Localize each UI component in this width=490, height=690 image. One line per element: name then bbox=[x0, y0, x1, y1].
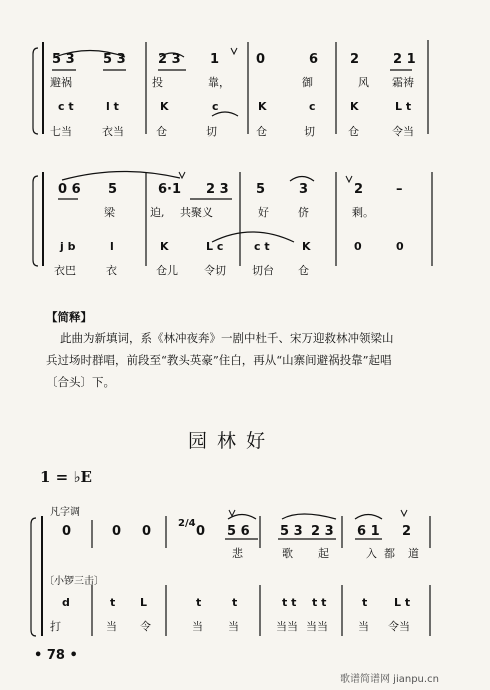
melody-note: 3 bbox=[299, 182, 309, 197]
lyric: 侪 bbox=[298, 206, 309, 219]
percussion-syllable: 切 bbox=[206, 125, 217, 138]
lyric: 梁 bbox=[104, 206, 115, 219]
melody-note: 2 bbox=[354, 182, 364, 197]
melody-note: 1 bbox=[210, 52, 220, 67]
melody-note: 5 3 bbox=[52, 52, 75, 67]
percussion-syllable: 当 bbox=[358, 620, 369, 633]
percussion-syllable: 令切 bbox=[204, 264, 226, 277]
percussion-note: j b bbox=[60, 240, 76, 253]
note-line: 此曲为新填词，系《林冲夜奔》一剧中杜千、宋万迎救林冲领梁山 bbox=[60, 331, 394, 345]
note-line: 〔合头〕下。 bbox=[46, 375, 115, 389]
lyric: 共聚义 bbox=[180, 206, 213, 219]
melody-note: 0 bbox=[256, 52, 266, 67]
percussion-syllable: 衣巴 bbox=[54, 264, 76, 277]
time-signature: 2/4 bbox=[178, 518, 196, 529]
melody-note: 0 bbox=[62, 524, 72, 539]
lyric: 御 bbox=[302, 76, 313, 89]
lyric: 迫, bbox=[150, 206, 165, 219]
percussion-syllable: 仓 bbox=[156, 125, 167, 138]
lyric: 悲 bbox=[232, 547, 243, 560]
percussion-note: c t bbox=[254, 240, 270, 253]
lyric: 都 bbox=[384, 547, 395, 560]
percussion-note: 0 bbox=[354, 240, 362, 253]
percussion-note: c bbox=[309, 100, 316, 113]
song-title: 园 林 好 bbox=[188, 430, 268, 452]
percussion-note: K bbox=[258, 100, 267, 113]
percussion-syllable: 当 bbox=[106, 620, 117, 633]
percussion-note: L t bbox=[395, 100, 412, 113]
percussion-syllable: 令 bbox=[140, 620, 151, 633]
melody-note: 0 6 bbox=[58, 182, 81, 197]
lyric: 入 bbox=[366, 547, 377, 560]
melody-note: 5 bbox=[108, 182, 118, 197]
lyric: 避祸 bbox=[50, 76, 72, 89]
melody-note: 0 bbox=[196, 524, 206, 539]
lyric: 起 bbox=[318, 547, 329, 560]
percussion-note: t bbox=[196, 596, 202, 609]
lyric: 道 bbox=[408, 547, 419, 560]
page-number: • 78 • bbox=[34, 648, 78, 663]
percussion-note: t t bbox=[282, 596, 297, 609]
percussion-label: 〔小锣三击〕 bbox=[44, 576, 104, 587]
percussion-syllable: 令当 bbox=[392, 125, 414, 138]
percussion-note: L bbox=[140, 596, 148, 609]
percussion-note: K bbox=[350, 100, 359, 113]
melody-note: 0 bbox=[112, 524, 122, 539]
percussion-note: 0 bbox=[396, 240, 404, 253]
percussion-note: L c bbox=[206, 240, 224, 253]
lyric: 好 bbox=[258, 206, 269, 219]
percussion-syllable: 当当 bbox=[306, 620, 328, 633]
percussion-note: c bbox=[212, 100, 219, 113]
melody-note: 2 3 bbox=[158, 52, 181, 67]
lyric: 剩。 bbox=[352, 206, 374, 219]
percussion-syllable: 切台 bbox=[252, 264, 274, 277]
key-signature: 1 = ♭E bbox=[40, 468, 92, 486]
melody-note: 2 3 bbox=[311, 524, 334, 539]
melody-note: 2 bbox=[402, 524, 412, 539]
melody-note: 2 1 bbox=[393, 52, 416, 67]
percussion-note: d bbox=[62, 596, 70, 609]
note-heading: 【简释】 bbox=[46, 310, 92, 324]
percussion-syllable: 令当 bbox=[388, 620, 410, 633]
percussion-note: t bbox=[362, 596, 368, 609]
melody-note: 2 3 bbox=[206, 182, 229, 197]
percussion-note: t t bbox=[312, 596, 327, 609]
melody-note: – bbox=[396, 182, 403, 197]
percussion-note: l bbox=[110, 240, 114, 253]
melody-note: 6 bbox=[309, 52, 319, 67]
melody-note: 5 bbox=[256, 182, 266, 197]
percussion-note: L t bbox=[394, 596, 411, 609]
melody-note: 2 bbox=[350, 52, 360, 67]
lyric: 投 bbox=[152, 76, 163, 89]
melody-note: 6 1 bbox=[357, 524, 380, 539]
watermark: 歌谱简谱网 jianpu.cn bbox=[340, 674, 439, 685]
melody-note: 6·1 bbox=[158, 182, 182, 197]
percussion-note: c t bbox=[58, 100, 74, 113]
percussion-syllable: 仓 bbox=[256, 125, 267, 138]
percussion-syllable: 仓 bbox=[298, 264, 309, 277]
percussion-syllable: 仓 bbox=[348, 125, 359, 138]
percussion-syllable: 衣 bbox=[106, 264, 117, 277]
percussion-syllable: 当 bbox=[228, 620, 239, 633]
melody-note: 0 bbox=[142, 524, 152, 539]
percussion-note: t bbox=[110, 596, 116, 609]
percussion-note: K bbox=[160, 100, 169, 113]
mode-label: 凡字调 bbox=[50, 507, 80, 518]
percussion-syllable: 打 bbox=[50, 620, 61, 633]
percussion-syllable: 切 bbox=[304, 125, 315, 138]
percussion-note: K bbox=[160, 240, 169, 253]
lyric: 霜祷 bbox=[392, 76, 414, 89]
lyric: 风 bbox=[358, 76, 369, 89]
melody-note: 5 3 bbox=[103, 52, 126, 67]
melody-note: 5 3 bbox=[280, 524, 303, 539]
lyric: 靠， bbox=[208, 76, 230, 89]
percussion-syllable: 当当 bbox=[276, 620, 298, 633]
melody-note: 5 6 bbox=[227, 524, 250, 539]
percussion-note: l t bbox=[106, 100, 119, 113]
note-line: 兵过场时群唱，前段至“教头英豪”住白，再从“山寨间避祸投靠”起唱 bbox=[46, 353, 392, 367]
percussion-syllable: 仓儿 bbox=[156, 264, 178, 277]
percussion-syllable: 当 bbox=[192, 620, 203, 633]
percussion-note: t bbox=[232, 596, 238, 609]
percussion-syllable: 衣当 bbox=[102, 125, 124, 138]
percussion-syllable: 七当 bbox=[50, 125, 72, 138]
percussion-note: K bbox=[302, 240, 311, 253]
lyric: 歌 bbox=[282, 547, 293, 560]
